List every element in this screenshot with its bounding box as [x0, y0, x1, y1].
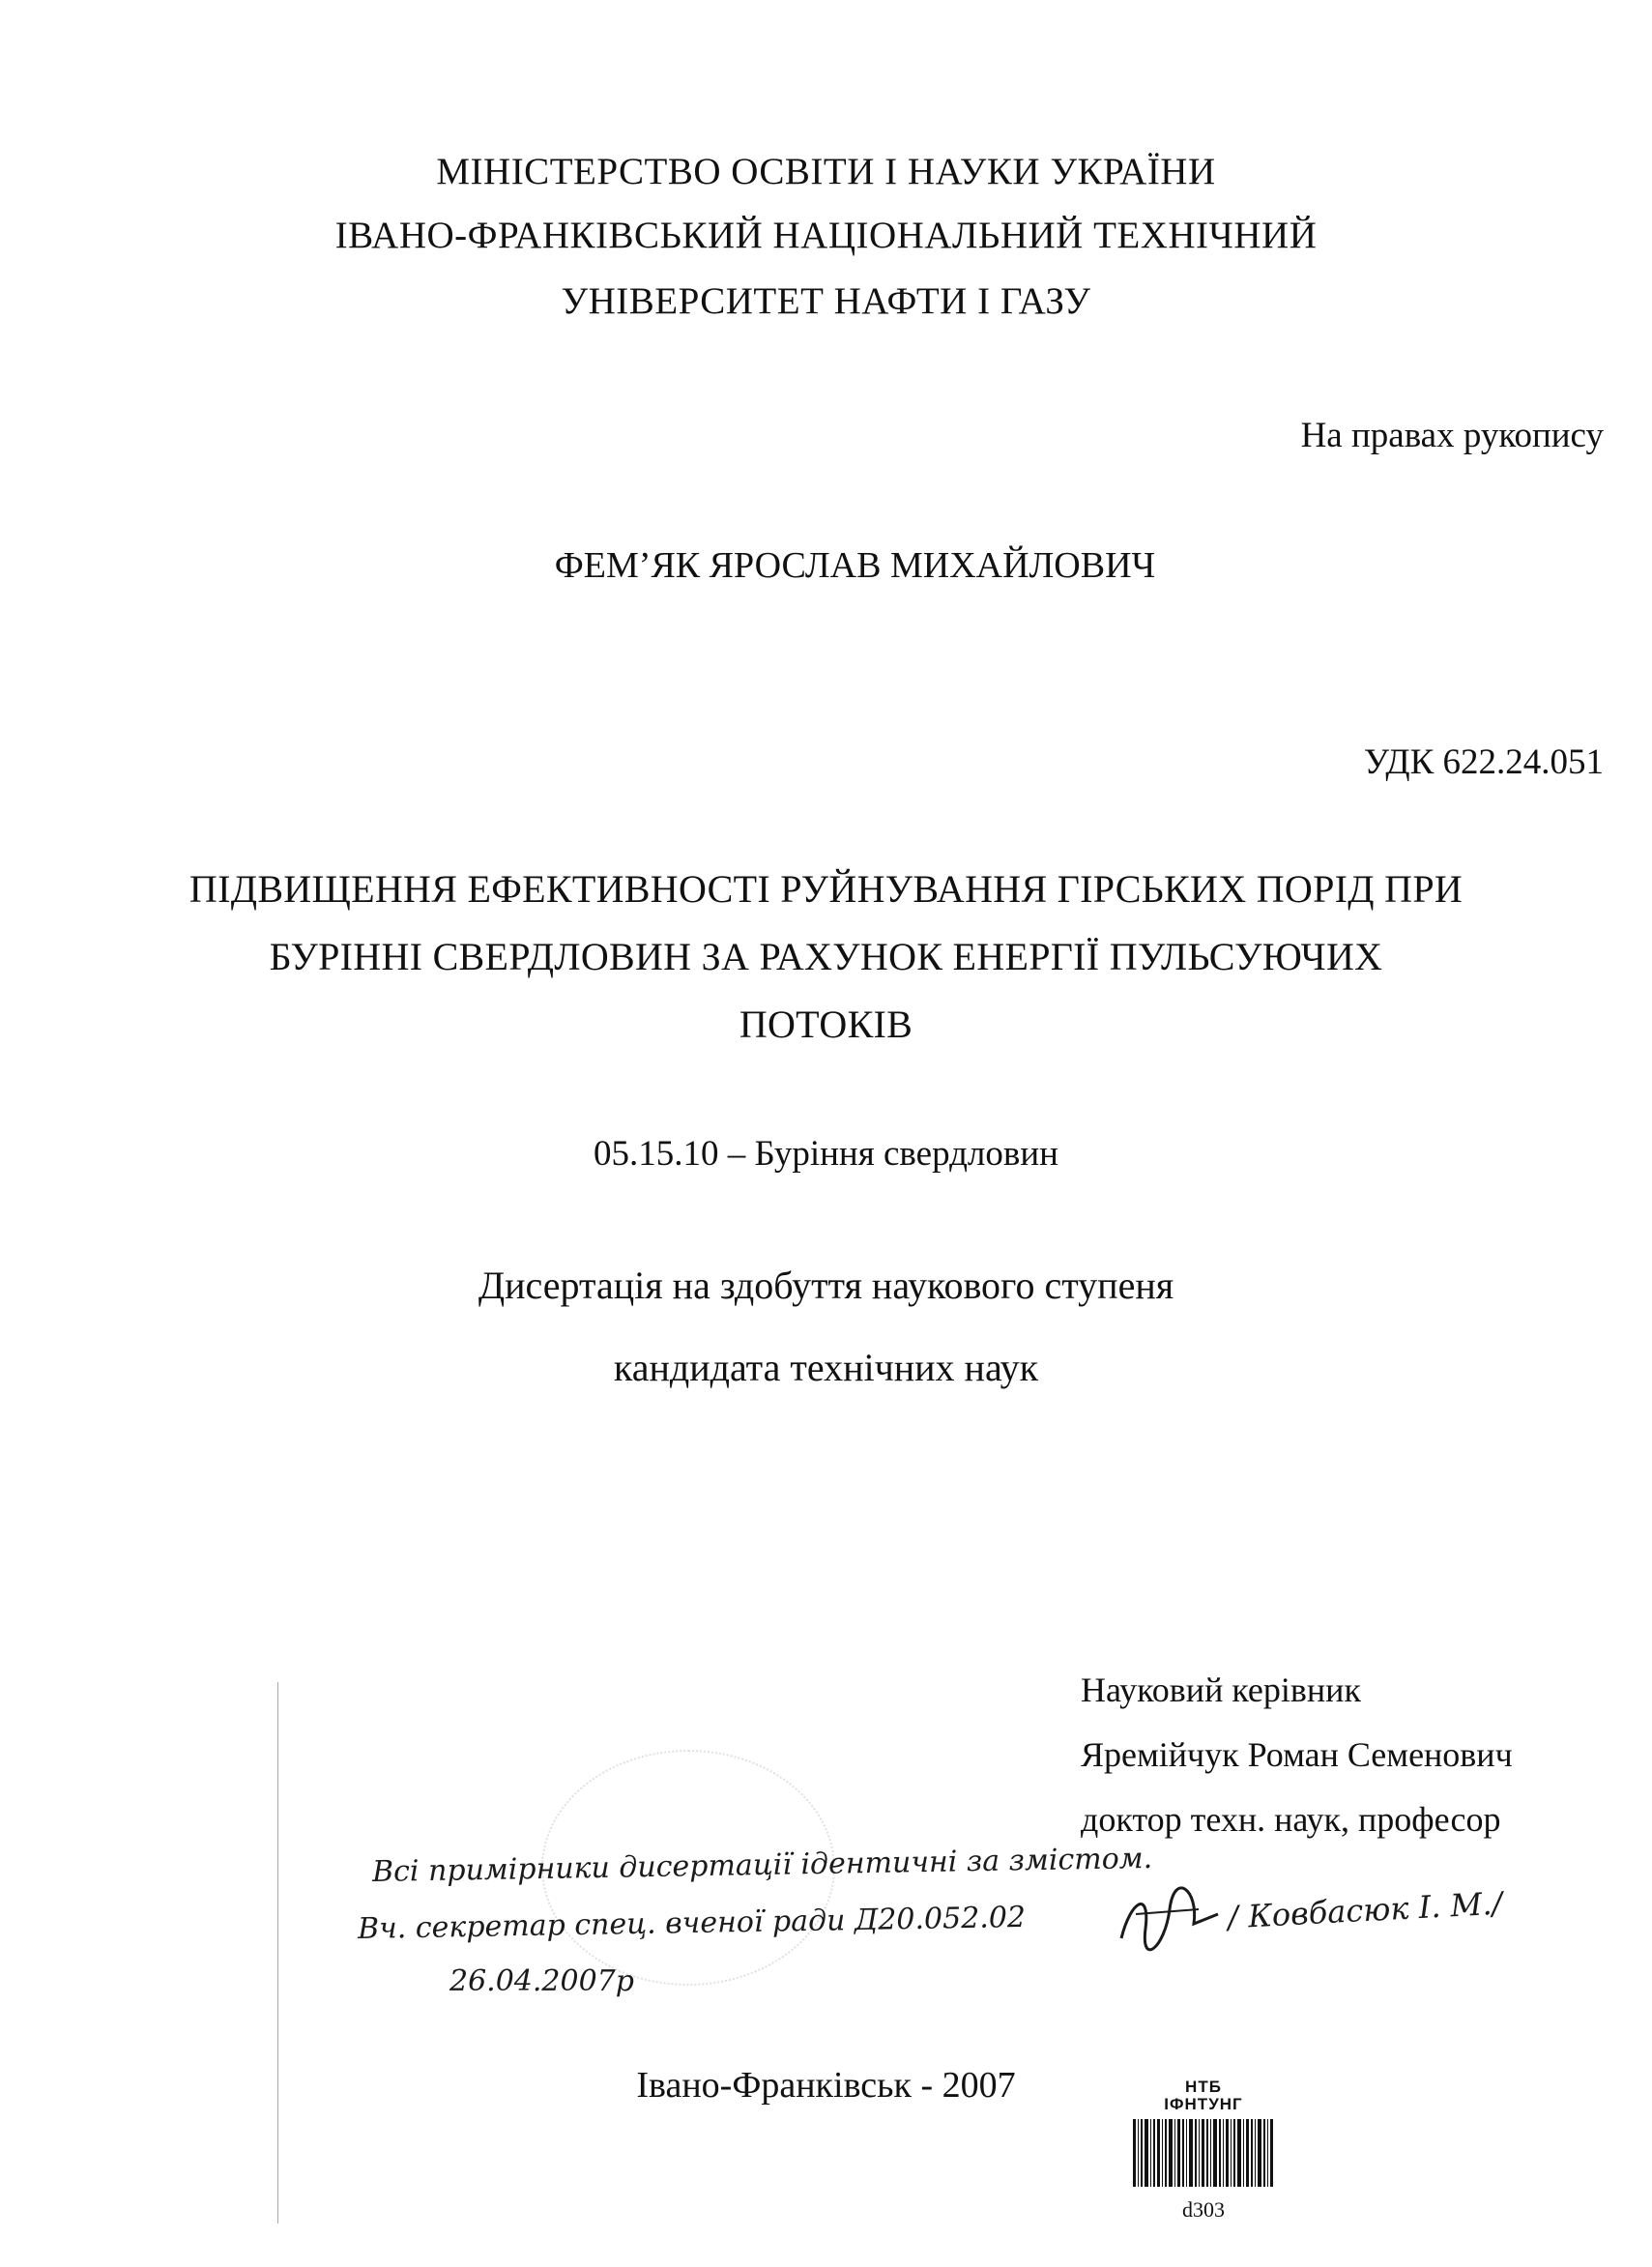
dissertation-title-line1: ПІДВИЩЕННЯ ЕФЕКТИВНОСТІ РУЙНУВАННЯ ГІРСЬКИХ ПОРІД ПРИ	[188, 867, 1464, 911]
dissertation-title-line2: БУРІННІ СВЕРДЛОВИН ЗА РАХУНОК ЕНЕРГІЇ ПУЛЬСУЮЧИХ	[269, 935, 1383, 978]
handwritten-signature-name: / Ковбасюк І. М./	[1227, 1884, 1504, 1936]
library-stamp	[1121, 2078, 1286, 2223]
handwritten-note-line2: Вч. секретар спец. вченої ради Д20.052.02	[357, 1900, 1027, 1947]
specialty-code: 05.15.10 – Буріння свердловин	[594, 1134, 1058, 1174]
library-name-line2: ІФНТУНГ	[1164, 2094, 1243, 2113]
supervisor-title: доктор техн. наук, професор	[1081, 1800, 1501, 1839]
manuscript-note: На правах рукопису	[1300, 416, 1604, 455]
ministry-heading: МІНІСТЕРСТВО ОСВІТИ І НАУКИ УКРАЇНИ	[436, 151, 1216, 192]
degree-line2: кандидата технічних наук	[613, 1346, 1039, 1389]
dissertation-title-line3: ПОТОКІВ	[739, 1003, 913, 1046]
handwritten-note-line1: Всі примірники дисертації ідентичні за змістом.	[371, 1841, 1153, 1890]
university-heading-line2: УНІВЕРСИТЕТ НАФТИ І ГАЗУ	[561, 280, 1091, 322]
author-name: ФЕМ’ЯК ЯРОСЛАВ МИХАЙЛОВИЧ	[554, 545, 1156, 586]
scan-margin-line	[277, 1682, 278, 2223]
university-heading-line1: ІВАНО-ФРАНКІВСЬКИЙ НАЦІОНАЛЬНИЙ ТЕХНІЧНИЙ	[334, 215, 1318, 256]
udk-code: УДК 622.24.051	[1363, 742, 1604, 782]
supervisor-role: Науковий керівник	[1081, 1671, 1361, 1709]
handwritten-date: 26.04.2007р	[449, 1964, 634, 1998]
signature-scribble	[1112, 1880, 1228, 1958]
library-name-line1: НТБ	[1185, 2078, 1222, 2096]
barcode-icon	[1131, 2119, 1276, 2187]
city-year: Івано-Франківськ - 2007	[636, 2065, 1016, 2106]
degree-line1: Дисертація на здобуття наукового ступеня	[478, 1264, 1174, 1307]
supervisor-name: Яремійчук Роман Семенович	[1081, 1735, 1513, 1774]
barcode-number: d303	[1182, 2196, 1225, 2222]
